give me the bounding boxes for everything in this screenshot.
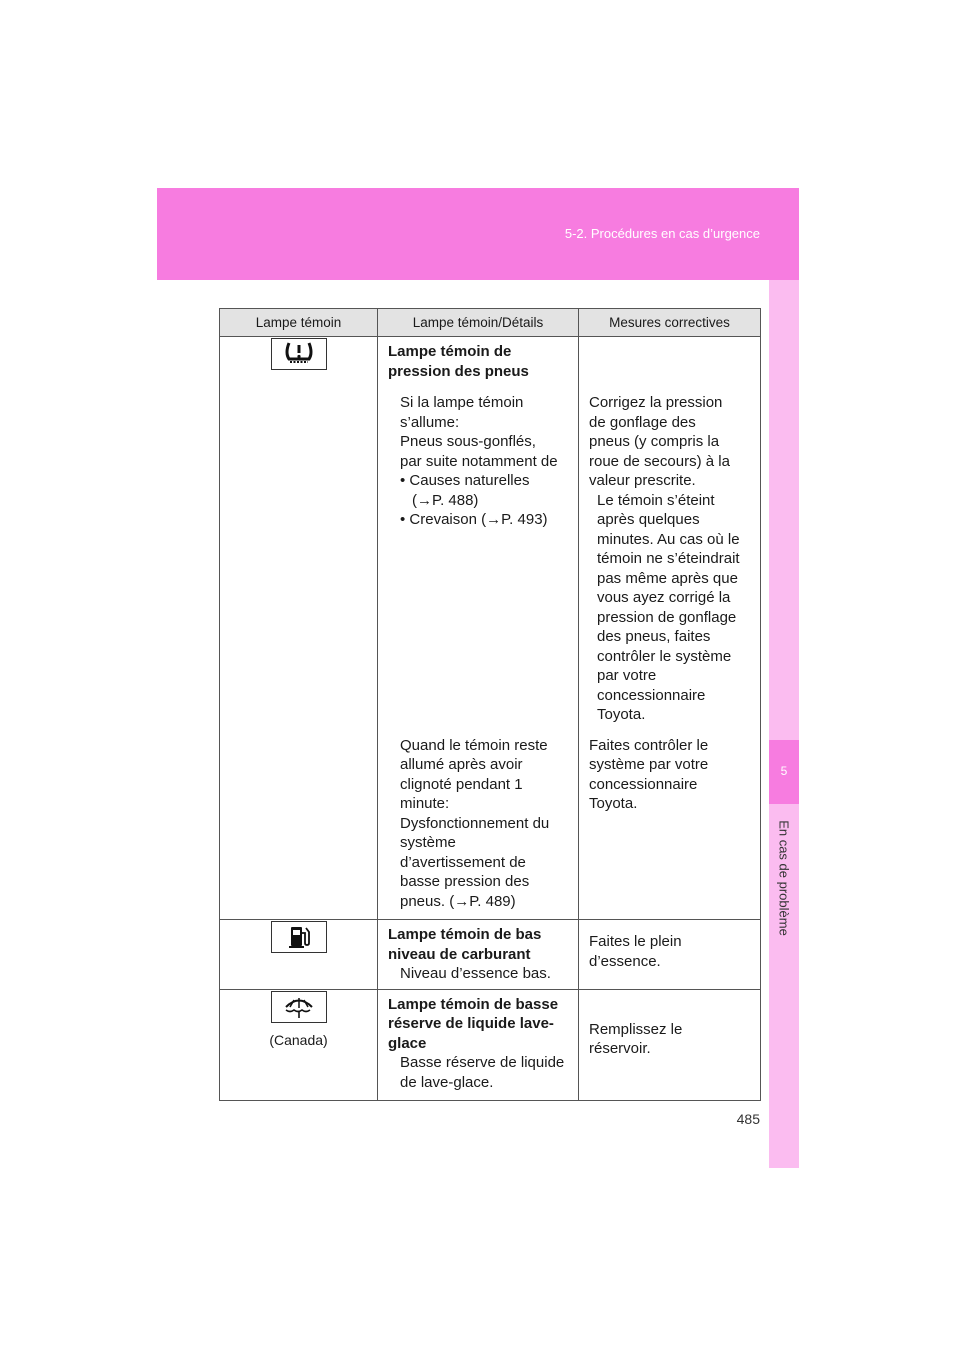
tire-case1-action: Corrigez la pression de gonflage des pneus (y compris la roue de secours) à la valeur prescrite. Le témoin s’éteint après quelques minutes. Au cas où le témoin ne s’éteindrait pas même après que vous ayez corrigé la pression de gonflage des pneus, faites contrôler le système par votre concessionnaire Toyota. bbox=[579, 381, 761, 730]
table-row bbox=[220, 337, 761, 382]
tire-title-cell bbox=[378, 337, 579, 382]
tire-title-action-cell bbox=[579, 337, 761, 382]
tire-case1-details: Si la lampe témoin s’allume: Pneus sous-gonflés, par suite notamment de • Causes naturelles (→P. 488) • Crevaison (→P. 493) bbox=[378, 381, 579, 730]
washer-caption: (Canada) bbox=[269, 1031, 328, 1048]
header-details: Lampe témoin/Détails bbox=[378, 309, 579, 337]
fuel-icon-cell bbox=[220, 920, 378, 990]
washer-action: Remplissez le réservoir. bbox=[579, 989, 761, 1101]
page-number: 485 bbox=[736, 1111, 760, 1127]
section-title: 5-2. Procédures en cas d’urgence bbox=[564, 226, 760, 241]
table-row bbox=[220, 989, 761, 1101]
tire-pressure-warning-icon bbox=[271, 338, 327, 370]
side-tab bbox=[769, 280, 799, 1168]
table-row bbox=[220, 920, 761, 990]
tire-case2-action: Faites contrôler le système par votre concessionnaire Toyota. bbox=[579, 730, 761, 920]
washer-icon-cell bbox=[220, 989, 378, 1101]
chapter-number: 5 bbox=[780, 764, 788, 778]
fuel-details: Lampe témoin de bas niveau de carburant Niveau d’essence bas. bbox=[378, 920, 579, 990]
tire-icon-cell bbox=[220, 337, 378, 920]
washer-fluid-icon bbox=[271, 991, 327, 1023]
warning-lights-table bbox=[219, 308, 761, 1101]
tire-case1-note: Le témoin s’éteint après quelques minutes. Au cas où le témoin ne s’éteindrait pas même après que vous ayez corrigé la pression de gonflage des pneus, faites contrôler le système par votre concessionnaire Toyota. bbox=[597, 491, 740, 723]
tire-title: Lampe témoin de pression des pneus bbox=[388, 343, 529, 380]
table-header-row bbox=[220, 309, 761, 337]
fuel-action: Faites le plein d’essence. bbox=[579, 920, 761, 990]
tire-case2-details: Quand le témoin reste allumé après avoir clignoté pendant 1 minute: Dysfonctionnement du système d’avertissement de basse pression des pneus. (→P. 489) bbox=[378, 730, 579, 920]
fuel-pump-icon bbox=[271, 921, 327, 953]
washer-details: Lampe témoin de basse réserve de liquide lave- glace Basse réserve de liquide de lave-glace. bbox=[378, 989, 579, 1101]
header-mesures: Mesures correctives bbox=[579, 309, 761, 337]
header-lampe-temoin: Lampe témoin bbox=[220, 309, 378, 337]
chapter-title: En cas de problème bbox=[776, 820, 792, 936]
